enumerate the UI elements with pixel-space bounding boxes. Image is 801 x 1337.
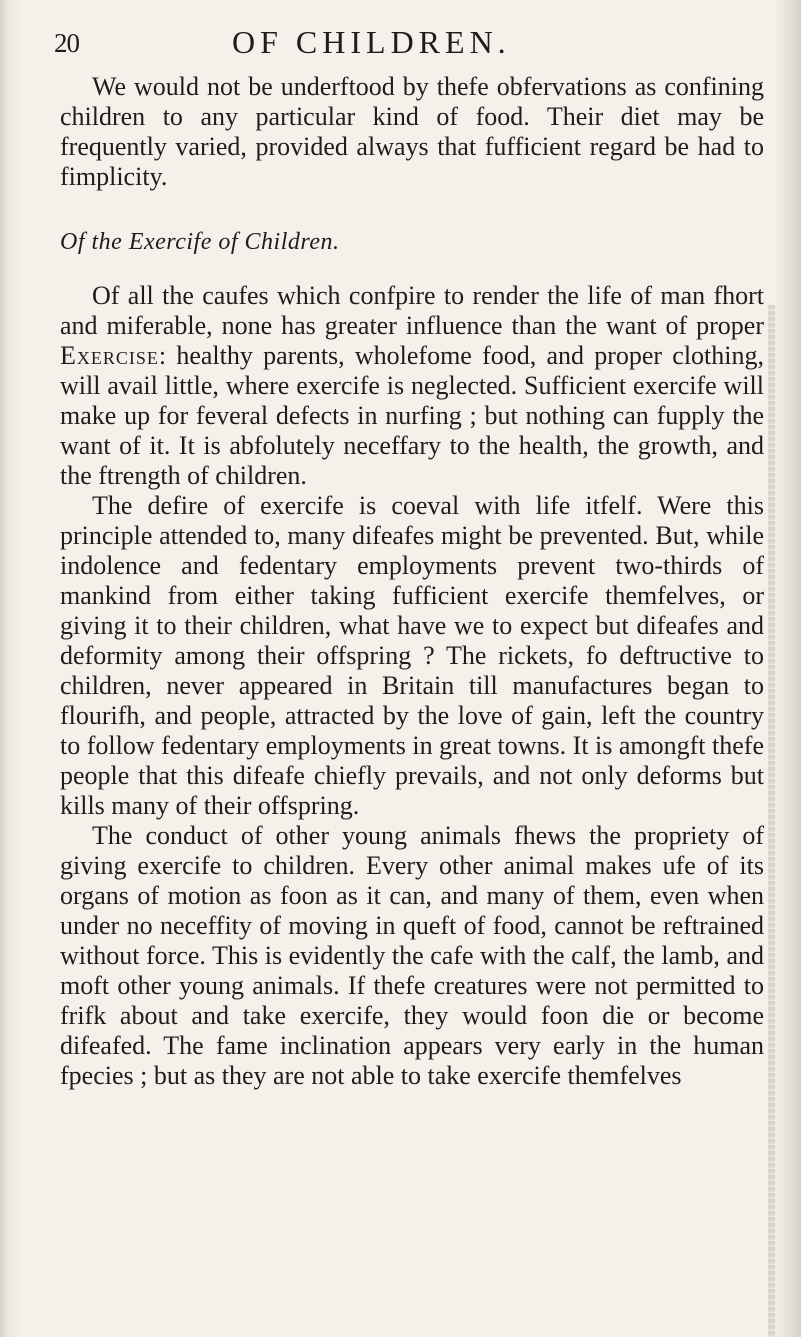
exercise-term: Exercise bbox=[60, 341, 159, 370]
exercise-paragraph-one-end: : healthy parents, wholefome food, and proper clothing, will avail little, where exercife is neglected. Sufficient exercife will make up for feveral defects in nurfing ; but nothing can fupply the want of it. It is abfolutely neceffary to the health, the growth, and the ftrength of children. bbox=[60, 341, 764, 490]
page-number: 20 bbox=[54, 28, 79, 58]
intro-paragraph: We would not be underftood by thefe obfervations as confining children to any particular kind of food. Their diet may be frequently varied, provided always that fufficient regard be had to fimplicity. bbox=[60, 72, 764, 191]
exercise-paragraph-one-start: Of all the caufes which confpire to render the life of man fhort and miferable, none has greater influence than the want of proper bbox=[60, 281, 764, 340]
page-content bbox=[60, 72, 764, 1091]
page-header bbox=[54, 24, 784, 64]
exercise-paragraph-three: The conduct of other young animals fhews the propriety of giving exercife to children. Every other animal makes ufe of its organs of motion as foon as it can, and many of them, even when under no neceffity of moving in queft of food, cannot be reftrained without force. This is evidently the cafe with the calf, the lamb, and moft other young animals. If thefe creatures were not permitted to frifk about and take exercife, they would foon die or become difeafed. The fame inclination appears very early in the human fpecies ; but as they are not able to take exercife themfelves bbox=[60, 821, 764, 1090]
exercise-paragraph-two: The defire of exercife is coeval with life itfelf. Were this principle attended to, many difeafes might be prevented. But, while indolence and fedentary employments prevent two-thirds of mankind from either taking fufficient exercife themfelves, or giving it to their children, what have we to expect but difeafes and deformity among their offspring ? The rickets, fo deftructive to children, never appeared in Britain till manufactures began to flourifh, and people, attracted by the love of gain, left the country to follow fedentary employments in great towns. It is amongft thefe people that this difeafe chiefly prevails, and not only deforms but kills many of their offspring. bbox=[60, 491, 764, 820]
running-head: OF CHILDREN. bbox=[232, 24, 511, 60]
section-heading: Of the Exercife of Children. bbox=[60, 229, 340, 255]
binding-edge-marks bbox=[768, 305, 775, 1337]
page-shadow-left bbox=[0, 0, 22, 1337]
exercise-paragraph-one bbox=[60, 281, 764, 491]
page-shadow-right bbox=[773, 0, 801, 1337]
